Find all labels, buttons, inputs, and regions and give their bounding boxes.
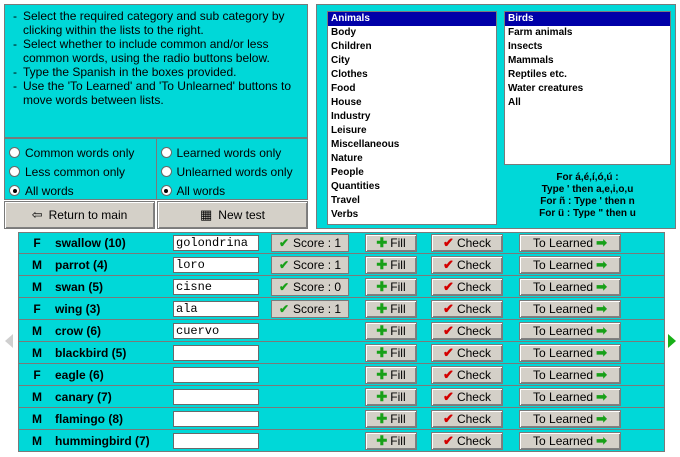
radio-label: Common words only [25,145,135,160]
category-item[interactable]: Quantities [331,181,380,192]
green-arrow-right-icon: ➡ [596,256,607,272]
english-word: swan (5) [55,279,104,294]
button-label: Return to main [48,208,128,222]
button-label: To Learned [533,236,594,250]
gender-label: F [33,301,41,316]
green-arrow-right-icon: ➡ [596,322,607,338]
radio-unlearned-only[interactable] [161,162,304,181]
frequency-radio-group [5,139,156,199]
instructions-panel [4,4,308,138]
green-arrow-right-icon: ➡ [596,410,607,426]
score-label: Score : 1 [293,301,342,316]
category-item[interactable]: Travel [331,195,360,206]
button-label: Check [456,279,491,294]
category-item[interactable]: Leisure [331,125,367,136]
english-word: parrot (4) [55,257,108,272]
radio-button[interactable] [161,166,172,177]
to-learned-button[interactable] [519,234,621,252]
table-row [18,386,665,408]
scroll-right-button[interactable] [666,330,678,352]
green-arrow-right-icon: ➡ [596,235,607,250]
to-learned-button[interactable] [519,432,621,450]
score-badge [271,234,349,252]
check-button[interactable] [431,322,503,340]
spanish-answer-input[interactable]: cuervo [173,323,259,339]
category-item[interactable]: Children [331,41,372,52]
table-row [18,408,665,430]
english-word: crow (6) [55,323,102,338]
green-plus-icon: ✚ [376,322,388,338]
category-item[interactable]: Food [331,83,356,94]
instruction-item: - Type the Spanish in the boxes provided. [11,65,301,79]
green-arrow-right-icon: ➡ [596,300,607,316]
table-row [18,254,665,276]
table-row [18,298,665,320]
to-learned-button[interactable] [519,256,621,274]
accent-help-line: For ñ : Type ' then n [540,196,635,207]
to-learned-button[interactable] [519,410,621,428]
radio-label: Less common only [25,164,126,179]
button-label: Fill [390,323,406,338]
red-check-icon: ✔ [443,410,454,426]
filter-radios [4,138,308,200]
check-button[interactable] [431,410,503,428]
button-label: To Learned [533,257,594,272]
button-label: New test [218,208,265,222]
english-word: hummingbird (7) [55,433,150,448]
english-word: wing (3) [55,301,101,316]
green-plus-icon: ✚ [376,388,388,404]
radio-label: All words [176,183,226,198]
button-label: To Learned [533,323,594,338]
radio-all-words-learned[interactable] [161,181,304,200]
red-check-icon: ✔ [443,278,454,294]
spanish-answer-input[interactable] [173,433,259,449]
category-item[interactable]: Body [331,27,356,38]
radio-label: All words [25,183,74,198]
english-word: canary (7) [55,389,112,404]
button-label: Check [456,411,491,426]
return-to-main-button[interactable] [4,201,155,229]
red-check-icon: ✔ [443,344,454,360]
red-check-icon: ✔ [443,388,454,404]
scroll-right-icon [668,334,676,348]
spanish-answer-input[interactable]: loro [173,257,259,273]
button-label: To Learned [533,367,594,382]
red-check-icon: ✔ [443,432,454,448]
radio-label: Learned words only [176,145,282,160]
category-item[interactable]: Miscellaneous [331,139,400,150]
red-check-icon: ✔ [443,235,454,250]
gender-label: F [33,367,41,382]
fill-button[interactable] [365,432,417,450]
spanish-answer-input[interactable]: ala [173,301,259,317]
fill-button[interactable] [365,278,417,296]
green-arrow-right-icon: ➡ [596,388,607,404]
word-table [18,232,665,454]
green-tick-icon: ✔ [278,257,290,272]
category-item[interactable]: City [331,55,350,66]
button-label: Fill [390,433,406,448]
green-tick-icon: ✔ [278,301,290,316]
green-tick-icon: ✔ [278,236,290,250]
button-label: Fill [390,279,406,294]
green-plus-icon: ✚ [376,432,388,448]
button-label: Check [456,236,491,250]
english-word: flamingo (8) [55,411,123,426]
radio-learned-only[interactable] [161,143,304,162]
fill-button[interactable] [365,256,417,274]
check-button[interactable] [431,432,503,450]
to-learned-button[interactable] [519,388,621,406]
new-test-button[interactable] [157,201,308,229]
subcategory-list[interactable] [504,11,671,165]
check-button[interactable] [431,388,503,406]
spanish-answer-input[interactable]: cisne [173,279,259,295]
button-label: Fill [390,411,406,426]
spanish-answer-input[interactable] [173,389,259,405]
score-badge [271,300,349,318]
button-label: Check [456,433,491,448]
check-button[interactable] [431,278,503,296]
accent-help-line: For ü : Type " then u [539,208,636,219]
button-label: Check [456,345,491,360]
green-plus-icon: ✚ [376,344,388,360]
category-list[interactable] [327,11,497,225]
green-arrow-right-icon: ➡ [596,366,607,382]
to-learned-button[interactable] [519,278,621,296]
category-item[interactable]: Animals [328,12,496,26]
green-plus-icon: ✚ [376,278,388,294]
category-item[interactable]: Clothes [331,69,368,80]
green-plus-icon: ✚ [376,366,388,382]
button-label: Fill [390,345,406,360]
fill-button[interactable] [365,410,417,428]
red-check-icon: ✔ [443,322,454,338]
category-item[interactable]: Nature [331,153,363,164]
score-badge [271,278,349,296]
instruction-item: - Select the required category and sub category by clicking within the lists to the right. [11,9,301,37]
scroll-left-icon [5,334,13,348]
new-test-icon: ▦ [200,207,213,222]
button-label: To Learned [533,279,594,294]
button-label: Check [456,367,491,382]
score-label: Score : 1 [293,257,342,272]
scroll-left-button[interactable] [3,330,15,352]
english-word: eagle (6) [55,367,104,382]
to-learned-button[interactable] [519,322,621,340]
subcategory-item[interactable]: Farm animals [508,27,573,38]
green-arrow-right-icon: ➡ [596,344,607,360]
subcategory-item[interactable]: All [508,97,521,108]
table-row [18,232,665,254]
green-plus-icon: ✚ [376,256,388,272]
button-label: Check [456,301,491,316]
gender-label: M [32,257,42,272]
gender-label: M [32,433,42,448]
check-button[interactable] [431,256,503,274]
check-button[interactable] [431,366,503,384]
fill-button[interactable] [365,344,417,362]
spanish-answer-input[interactable] [173,345,259,361]
category-panel [316,4,676,229]
english-word: blackbird (5) [55,345,127,360]
button-label: To Learned [533,389,594,404]
green-plus-icon: ✚ [376,235,388,250]
button-label: Fill [390,367,406,382]
table-row [18,320,665,342]
button-label: Check [456,389,491,404]
instruction-item: - Use the 'To Learned' and 'To Unlearned' buttons to move words between lists. [11,79,301,107]
button-label: Fill [390,257,406,272]
table-row [18,276,665,298]
category-item[interactable]: Verbs [331,209,359,220]
radio-common-only[interactable] [9,143,152,162]
subcategory-item[interactable]: Mammals [508,55,554,66]
fill-button[interactable] [365,388,417,406]
subcategory-item[interactable]: Insects [508,41,543,52]
radio-all-words-frequency[interactable] [9,181,152,200]
check-button[interactable] [431,300,503,318]
table-row [18,430,665,452]
score-label: Score : 0 [293,279,342,294]
radio-less-common-only[interactable] [9,162,152,181]
radio-button[interactable] [161,147,172,158]
gender-label: M [32,389,42,404]
gender-label: M [32,279,42,294]
score-label: Score : 1 [293,236,342,250]
learned-radio-group [156,139,308,199]
category-item[interactable]: People [331,167,364,178]
fill-button[interactable] [365,366,417,384]
subcategory-item[interactable]: Birds [505,12,670,26]
gender-label: F [33,236,41,250]
green-tick-icon: ✔ [278,279,290,294]
red-check-icon: ✔ [443,366,454,382]
radio-button[interactable] [9,166,20,177]
radio-button[interactable] [9,185,20,196]
subcategory-item[interactable]: Reptiles etc. [508,69,567,80]
to-learned-button[interactable] [519,300,621,318]
gender-label: M [32,411,42,426]
main-buttons [4,201,308,229]
score-badge [271,256,349,274]
table-row [18,342,665,364]
green-arrow-right-icon: ➡ [596,432,607,448]
red-check-icon: ✔ [443,300,454,316]
button-label: Fill [390,301,406,316]
button-label: To Learned [533,411,594,426]
check-button[interactable] [431,344,503,362]
button-label: To Learned [533,345,594,360]
radio-button[interactable] [9,147,20,158]
green-arrow-right-icon: ➡ [596,278,607,294]
subcategory-item[interactable]: Water creatures [508,83,584,94]
instruction-item: - Select whether to include common and/or less common words, using the radio buttons below. [11,37,301,65]
to-learned-button[interactable] [519,366,621,384]
to-learned-button[interactable] [519,344,621,362]
button-label: Fill [390,236,406,250]
spanish-answer-input[interactable] [173,411,259,427]
fill-button[interactable] [365,322,417,340]
accent-help-line: Type ' then a,e,i,o,u [541,184,634,195]
spanish-answer-input[interactable]: golondrina [173,235,259,251]
return-arrow-icon: ⇦ [31,207,43,222]
radio-button[interactable] [161,185,172,196]
category-item[interactable]: House [331,97,362,108]
button-label: Check [456,323,491,338]
button-label: Fill [390,389,406,404]
accent-help-line: For á,é,í,ó,ú : [556,172,619,183]
fill-button[interactable] [365,234,417,252]
accent-help [504,168,671,226]
gender-label: M [32,323,42,338]
fill-button[interactable] [365,300,417,318]
spanish-answer-input[interactable] [173,367,259,383]
radio-label: Unlearned words only [176,164,293,179]
green-plus-icon: ✚ [376,410,388,426]
table-row [18,364,665,386]
check-button[interactable] [431,234,503,252]
gender-label: M [32,345,42,360]
button-label: To Learned [533,301,594,316]
green-plus-icon: ✚ [376,300,388,316]
english-word: swallow (10) [55,236,126,250]
red-check-icon: ✔ [443,256,454,272]
button-label: To Learned [533,433,594,448]
button-label: Check [456,257,491,272]
category-item[interactable]: Industry [331,111,371,122]
